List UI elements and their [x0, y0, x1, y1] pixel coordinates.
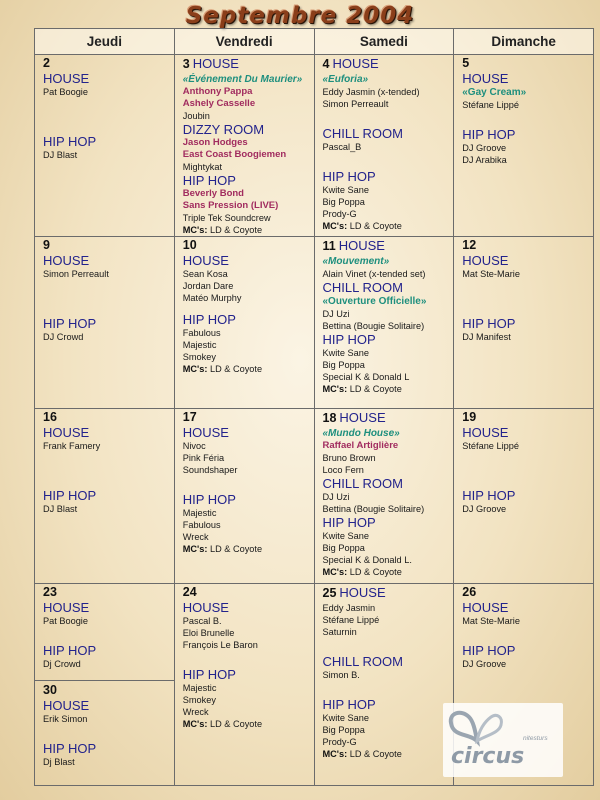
dj-name: DJ Blast: [43, 150, 78, 160]
room-hiphop-heading: HIP HOP: [43, 741, 97, 756]
day-cell-16: [35, 409, 175, 584]
dj-name: Fabulous: [182, 328, 221, 338]
artist-name: Jason Hodges: [182, 137, 248, 148]
header-vendredi: Vendredi: [174, 29, 314, 55]
day-number: 4: [322, 57, 330, 71]
day-cell-17: [174, 409, 314, 584]
mc-label: MC's:: [182, 719, 208, 729]
room-house-heading: HOUSE: [182, 600, 229, 615]
mc-names: LD & Coyote: [209, 719, 263, 729]
header-samedi: Samedi: [314, 29, 454, 55]
dj-name: Pat Boogie: [43, 616, 88, 626]
room-house-heading: HOUSE: [462, 425, 509, 440]
dj-name: Big Poppa: [322, 725, 365, 735]
day-number: 2: [43, 56, 50, 70]
room-chill-heading: CHILL ROOM: [322, 654, 403, 669]
day-number: 10: [182, 238, 197, 252]
dj-name: Majestic: [182, 508, 217, 518]
day-cell-11: [314, 237, 454, 409]
room-hiphop-heading: HIP HOP: [462, 316, 516, 331]
room-house-heading: HOUSE: [462, 71, 509, 86]
room-house-heading: HOUSE: [462, 253, 509, 268]
room-hiphop-heading: HIP HOP: [43, 488, 97, 503]
room-hiphop-heading: HIP HOP: [43, 134, 97, 149]
room-house-heading: HOUSE: [43, 698, 90, 713]
dj-name: Erik Simon: [43, 714, 88, 724]
room-chill-heading: CHILL ROOM: [322, 476, 403, 491]
room-hiphop-heading: HIP HOP: [462, 643, 516, 658]
circus-logo: [443, 703, 563, 777]
dj-name: Eddy Jasmin (x-tended): [322, 87, 420, 97]
mc-names: LD & Coyote: [349, 221, 402, 231]
mc-names: LD & Coyote: [209, 544, 263, 554]
artist-name: Sans Pression (LIVE): [182, 200, 279, 211]
room-hiphop-heading: HIP HOP: [182, 173, 236, 188]
dj-name: Saturnin: [322, 627, 357, 637]
room-hiphop-heading: HIP HOP: [322, 332, 376, 347]
room-chill-heading: CHILL ROOM: [322, 126, 403, 141]
room-chill-heading: CHILL ROOM: [322, 280, 403, 295]
week-row: [35, 409, 594, 584]
artist-name: Anthony Pappa: [182, 86, 253, 97]
dj-name: DJ Crowd: [43, 332, 84, 342]
room-hiphop-heading: HIP HOP: [182, 667, 236, 682]
day-cell-9: [35, 237, 175, 409]
dj-name: Mightykat: [182, 162, 223, 172]
dj-name: DJ Blast: [43, 504, 78, 514]
dj-name: Mat Ste-Marie: [462, 269, 520, 279]
mc-label: MC's:: [322, 384, 348, 394]
dj-name: Dj Crowd: [43, 659, 81, 669]
day-cell-10: [174, 237, 314, 409]
day-number: 26: [462, 585, 477, 599]
event-name: «Événement Du Maurier»: [182, 74, 303, 85]
day-number: 17: [182, 410, 197, 424]
dj-name: Eloi Brunelle: [182, 628, 235, 638]
dj-name: Loco Fern: [322, 465, 364, 475]
artist-name: East Coast Boogiemen: [182, 149, 287, 160]
dj-name: DJ Groove: [462, 504, 507, 514]
dj-name: Simon Perreault: [43, 269, 109, 279]
room-house-heading: HOUSE: [462, 600, 509, 615]
mc-names: LD & Coyote: [209, 225, 263, 235]
dj-name: Dj Blast: [43, 757, 75, 767]
dj-name: Sean Kosa: [182, 269, 228, 279]
mc-names: LD & Coyote: [209, 364, 263, 374]
event-name: «Ouverture Officielle»: [322, 296, 427, 307]
dj-name: Kwite Sane: [322, 713, 369, 723]
dj-name: Simon B.: [322, 670, 360, 680]
day-cell-3: [174, 55, 314, 237]
logo-wordmark: circus: [451, 744, 525, 769]
day-number: 25: [322, 586, 337, 600]
dj-name: Big Poppa: [322, 197, 365, 207]
dj-name: DJ Uzi: [322, 309, 350, 319]
day-cell-5: [454, 55, 594, 237]
dj-name: Bettina (Bougie Solitaire): [322, 504, 425, 514]
dj-name: Kwite Sane: [322, 185, 369, 195]
weekday-header-row: [35, 29, 594, 55]
week-row: [35, 55, 594, 237]
dj-name: Soundshaper: [182, 465, 238, 475]
dj-name: Pat Boogie: [43, 87, 88, 97]
dj-name: DJ Groove: [462, 659, 507, 669]
room-house-heading: HOUSE: [338, 238, 385, 253]
day-number: 18: [322, 411, 337, 425]
dj-name: Majestic: [182, 683, 217, 693]
dj-name: Jordan Dare: [182, 281, 234, 291]
room-dizzy-heading: DIZZY ROOM: [182, 122, 265, 137]
mc-label: MC's:: [322, 749, 348, 759]
mc-names: LD & Coyote: [349, 567, 402, 577]
dj-name: Pink Féria: [182, 453, 225, 463]
room-house-heading: HOUSE: [43, 425, 90, 440]
day-cell-19: [454, 409, 594, 584]
mc-names: LD & Coyote: [349, 749, 402, 759]
room-hiphop-heading: HIP HOP: [322, 169, 376, 184]
room-house-heading: HOUSE: [182, 425, 229, 440]
dj-name: François Le Baron: [182, 640, 258, 650]
calendar-table: [34, 28, 594, 786]
mc-label: MC's:: [182, 544, 208, 554]
day-number: 3: [182, 57, 190, 71]
day-number: 30: [43, 683, 57, 697]
dj-name: DJ Uzi: [322, 492, 350, 502]
dj-name: Big Poppa: [322, 543, 365, 553]
dj-name: Smokey: [182, 352, 216, 362]
dj-name: Prody-G: [322, 737, 357, 747]
room-hiphop-heading: HIP HOP: [182, 312, 236, 327]
day-cell-25: [314, 584, 454, 786]
dj-name: Frank Famery: [43, 441, 101, 451]
day-number: 24: [182, 585, 197, 599]
day-number: 19: [462, 410, 477, 424]
mc-label: MC's:: [322, 221, 348, 231]
dj-name: Stéfane Lippé: [462, 100, 519, 110]
day-number: 11: [322, 239, 336, 253]
dj-name: DJ Arabika: [462, 155, 507, 165]
mc-names: LD & Coyote: [349, 384, 402, 394]
room-house-heading: HOUSE: [43, 253, 90, 268]
dj-name: Mat Ste-Marie: [462, 616, 520, 626]
dj-name: Matéo Murphy: [182, 293, 242, 303]
header-jeudi: Jeudi: [35, 29, 175, 55]
dj-name: Pascal_B: [322, 142, 362, 152]
room-hiphop-heading: HIP HOP: [43, 316, 97, 331]
dj-name: DJ Manifest: [462, 332, 511, 342]
dj-name: Fabulous: [182, 520, 221, 530]
room-hiphop-heading: HIP HOP: [43, 643, 97, 658]
dj-name: Simon Perreault: [322, 99, 389, 109]
day-cell-23-30: [35, 584, 175, 786]
event-name: «Euforia»: [322, 74, 369, 85]
day-number: 12: [462, 238, 477, 252]
day-number: 23: [43, 585, 57, 599]
day-cell-12: [454, 237, 594, 409]
dj-name: Triple Tek Soundcrew: [182, 213, 271, 223]
room-hiphop-heading: HIP HOP: [182, 492, 236, 507]
room-house-heading: HOUSE: [43, 71, 90, 86]
dj-name: Bruno Brown: [322, 453, 376, 463]
room-house-heading: HOUSE: [339, 585, 386, 600]
room-hiphop-heading: HIP HOP: [462, 488, 516, 503]
dj-name: DJ Groove: [462, 143, 507, 153]
day-cell-18: [314, 409, 454, 584]
dj-name: Stéfane Lippé: [322, 615, 380, 625]
dj-name: Kwite Sane: [322, 531, 369, 541]
dj-name: Alain Vinet (x-tended set): [322, 269, 426, 279]
artist-name: Ashely Casselle: [182, 98, 256, 109]
dj-name: Pascal B.: [182, 616, 222, 626]
dj-name: Kwite Sane: [322, 348, 369, 358]
dj-name: Wreck: [182, 532, 209, 542]
dj-name: Nivoc: [182, 441, 206, 451]
day-cell-23: [35, 584, 174, 680]
room-house-heading: HOUSE: [332, 56, 379, 71]
butterfly-icon: [447, 707, 507, 747]
day-cell-24: [174, 584, 314, 786]
day-number: 16: [43, 410, 57, 424]
dj-name: Prody-G: [322, 209, 357, 219]
dj-name: Joubin: [182, 111, 210, 121]
room-house-heading: HOUSE: [182, 253, 229, 268]
day-cell-2: [35, 55, 175, 237]
dj-name: Special K & Donald L.: [322, 555, 412, 565]
day-number: 9: [43, 238, 50, 252]
mc-label: MC's:: [182, 225, 208, 235]
mc-label: MC's:: [182, 364, 208, 374]
artist-name: Beverly Bond: [182, 188, 244, 199]
room-house-heading: HOUSE: [43, 600, 90, 615]
room-house-heading: HOUSE: [339, 410, 386, 425]
room-house-heading: HOUSE: [192, 56, 239, 71]
dj-name: Special K & Donald L: [322, 372, 410, 382]
dj-name: Big Poppa: [322, 360, 365, 370]
room-hiphop-heading: HIP HOP: [322, 515, 376, 530]
week-row: [35, 237, 594, 409]
page-title: Septembre 2004: [185, 3, 415, 29]
dj-name: Wreck: [182, 707, 209, 717]
dj-name: Eddy Jasmin: [322, 603, 376, 613]
mc-label: MC's:: [322, 567, 348, 577]
event-name: «Mundo House»: [322, 428, 400, 439]
dj-name: Smokey: [182, 695, 216, 705]
event-name: «Mouvement»: [322, 256, 390, 267]
logo-small-text: nitesturs: [523, 735, 548, 742]
header-dimanche: Dimanche: [454, 29, 594, 55]
artist-name: Raffael Artiglière: [322, 440, 399, 451]
room-hiphop-heading: HIP HOP: [322, 697, 376, 712]
dj-name: Bettina (Bougie Solitaire): [322, 321, 425, 331]
room-hiphop-heading: HIP HOP: [462, 127, 516, 142]
day-cell-4: [314, 55, 454, 237]
dj-name: Stéfane Lippé: [462, 441, 519, 451]
day-number: 5: [462, 56, 470, 70]
event-name: «Gay Cream»: [462, 87, 527, 98]
dj-name: Majestic: [182, 340, 217, 350]
day-cell-30: [35, 680, 174, 784]
